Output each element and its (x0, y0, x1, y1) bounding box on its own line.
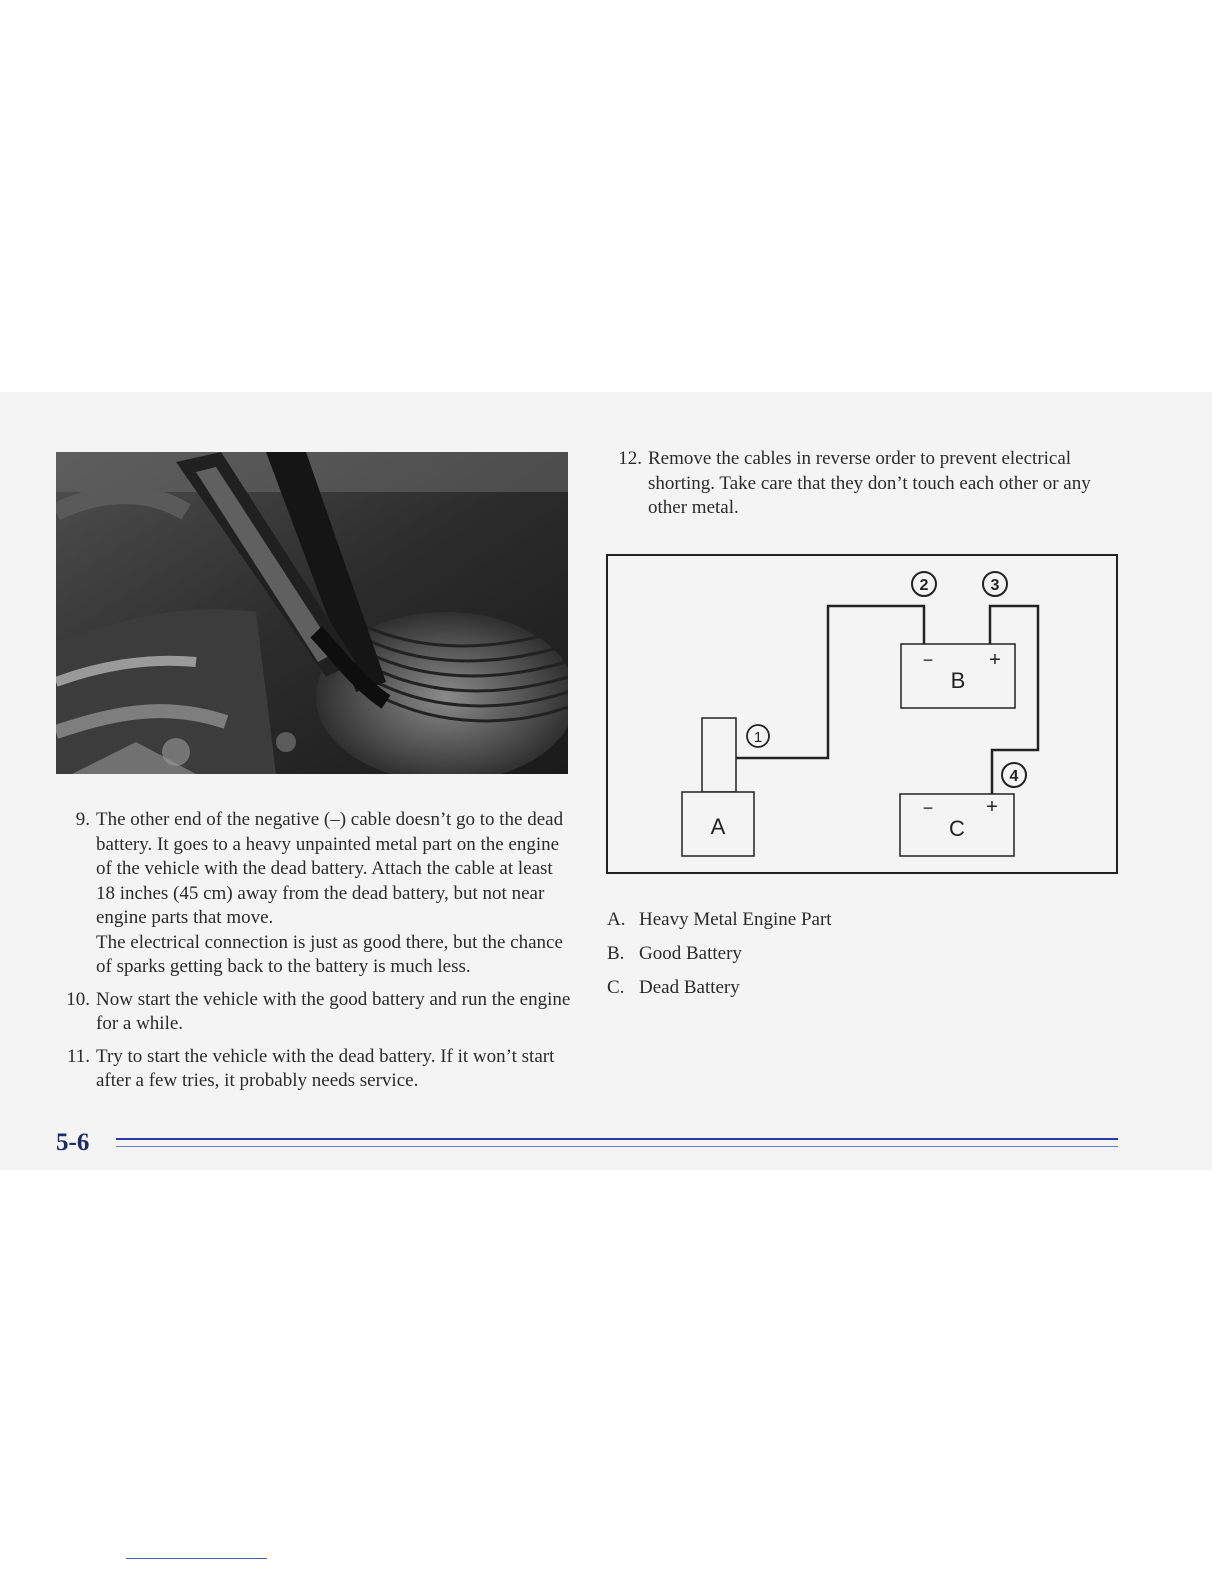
plus-terminal: + (989, 649, 1001, 671)
box-a-label: A (710, 814, 726, 839)
legend-text: Heavy Metal Engine Part (639, 909, 832, 930)
plus-terminal: + (986, 796, 998, 818)
legend-letter: A. (607, 909, 626, 930)
step-text: Try to start the vehicle with the dead battery. If it won’t start after a few tries, it probably needs service. (96, 1045, 555, 1091)
legend-item-b (607, 942, 1007, 966)
svg-text:2: 2 (919, 577, 929, 594)
step-9 (56, 808, 572, 980)
step-10 (56, 988, 572, 1037)
page-footer (56, 1129, 1120, 1169)
diagram-legend (607, 908, 1007, 1010)
legend-text: Dead Battery (639, 977, 740, 998)
box-b-label: B (950, 668, 966, 693)
jump-start-steps (56, 808, 572, 1102)
jumper-cable-engine-photo (56, 452, 568, 774)
jumper-cable-diagram (606, 554, 1118, 874)
page-number: 5-6 (56, 1129, 90, 1156)
legend-item-a (607, 908, 1007, 932)
footer-rule-thin (116, 1146, 1118, 1147)
box-c-label: C (949, 816, 965, 841)
step-text: Now start the vehicle with the good battery and run the engine for a while. (96, 988, 571, 1034)
step-number: 12. (618, 448, 642, 469)
legend-letter: C. (607, 977, 625, 998)
svg-text:1: 1 (753, 729, 763, 746)
step-number: 10. (66, 988, 90, 1010)
svg-text:3: 3 (990, 577, 1000, 594)
legend-letter: B. (607, 943, 625, 964)
bottom-divider (126, 1558, 267, 1559)
step-number: 11. (66, 1045, 90, 1067)
step-11 (56, 1045, 572, 1094)
minus-terminal: − (922, 650, 934, 670)
svg-text:4: 4 (1009, 768, 1019, 785)
engine-part-bracket (702, 718, 736, 792)
footer-rule (116, 1138, 1118, 1140)
step-number: 9. (75, 809, 90, 830)
legend-item-c (607, 976, 1007, 1000)
legend-text: Good Battery (639, 943, 742, 964)
step-text: Remove the cables in reverse order to prevent electrical shorting. Take care that they don’t touch each other or any other metal. (648, 448, 1091, 518)
step-text: The other end of the negative (–) cable doesn’t go to the dead battery. It goes to a heavy unpainted metal part on the engine of the vehicle with the dead battery. Attach the cable at least 18 inches (45 cm) away from the dead battery, but not near engine parts that move. (96, 809, 564, 928)
minus-terminal: − (922, 798, 934, 818)
step-12 (608, 447, 1118, 529)
step-continuation: The electrical connection is just as good there, but the chance of sparks getting back to the battery is much less. (96, 931, 563, 977)
